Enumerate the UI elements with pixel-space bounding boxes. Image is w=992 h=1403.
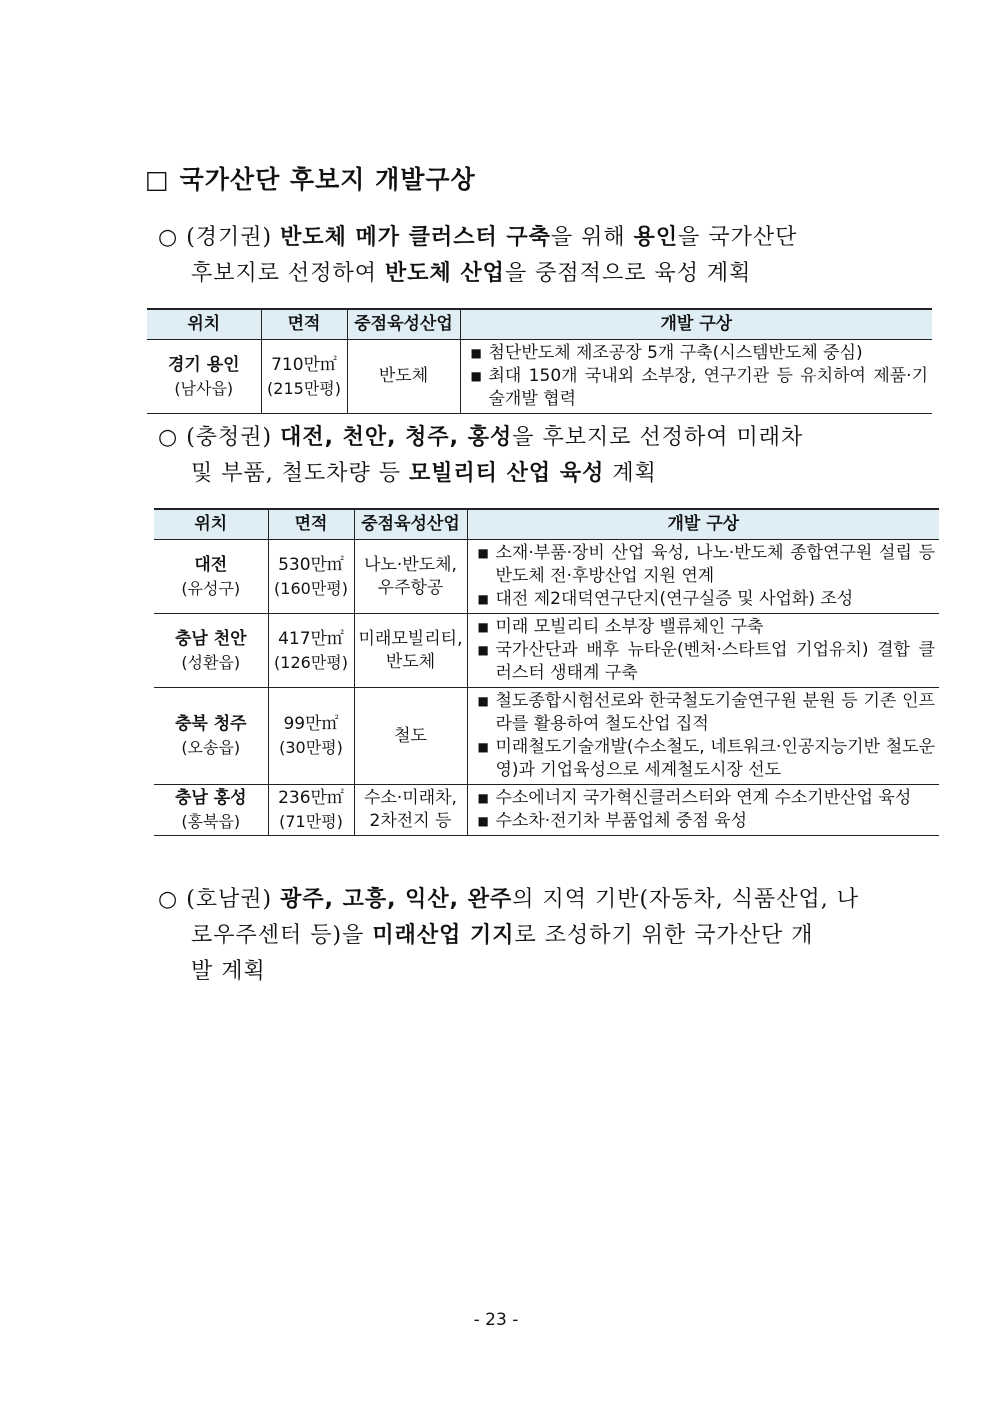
body-text: 발 계획: [191, 959, 266, 984]
emphasis-text: 광주, 고흥, 익산, 완주: [280, 887, 513, 912]
plan-text: 국가산단과 배후 뉴타운(벤처·스타트업 기업유치) 결합 클러스터 생태계 구축: [495, 640, 935, 683]
area-sqm: 99만㎡: [283, 714, 339, 734]
industry-text: 나노·반도체,: [364, 554, 457, 575]
emphasis-text: 모빌리티 산업 육성: [408, 461, 605, 486]
section-heading: [145, 160, 476, 196]
location-name: 대전: [194, 554, 228, 575]
area-cell: [268, 688, 354, 785]
region-label: (호남권): [186, 887, 273, 912]
square-bullet-icon: ■: [477, 546, 489, 560]
location-name: 충북 청주: [174, 714, 247, 734]
plan-text: 미래철도기술개발(수소철도, 네트워크·인공지능기반 철도운영)과 기업육성으로 세계철도시장 선도: [495, 737, 935, 780]
area-pyeong: (126만평): [274, 652, 348, 672]
area-sqm: 530만㎡: [278, 554, 344, 575]
paragraph-line: [158, 456, 858, 492]
location-district: (남사읍): [174, 378, 234, 398]
plan-cell: [467, 785, 939, 836]
plan-text: 첨단반도체 제조공장 5개 구축(시스템반도체 중심): [488, 343, 863, 363]
square-bullet-icon: ■: [477, 620, 489, 634]
industry-cell: [354, 785, 467, 836]
body-text: 을 후보지로 선정하여 미래차: [512, 425, 804, 450]
plan-item: [478, 616, 936, 639]
plan-cell: [467, 614, 939, 688]
location-cell: [147, 340, 261, 414]
plan-item: [478, 787, 936, 810]
plan-text: 수소에너지 국가혁신클러스터와 연계 수소기반산업 육성: [495, 788, 912, 808]
location-cell: [154, 785, 268, 836]
location-district: (유성구): [181, 578, 241, 598]
plan-item: [478, 542, 936, 588]
industry-cell: [354, 614, 467, 688]
paragraph-honam: [158, 882, 858, 990]
header-industry: 중점육성산업: [354, 509, 467, 540]
body-text: 을 국가산단: [678, 225, 798, 250]
header-location: 위치: [147, 309, 261, 340]
plan-text: 미래 모빌리티 소부장 밸류체인 구축: [495, 617, 764, 637]
location-district: (오송읍): [181, 738, 241, 757]
plan-item: [471, 342, 929, 365]
emphasis-text: 미래산업 기지: [372, 923, 515, 948]
plan-item: [478, 639, 936, 685]
plan-text: 철도종합시험선로와 한국철도기술연구원 분원 등 기존 인프라를 활용하여 철도산업 집적: [495, 691, 935, 734]
area-cell: [268, 785, 354, 836]
industry-text: 반도체: [385, 651, 436, 672]
header-plan: 개발 구상: [460, 309, 932, 340]
plan-item: [471, 365, 929, 411]
table-gyeonggi: [147, 308, 932, 414]
emphasis-text: 용인: [633, 225, 679, 250]
area-pyeong: (71만평): [279, 812, 343, 831]
header-area: 면적: [268, 509, 354, 540]
area-sqm: 236만㎡: [278, 788, 344, 808]
plan-item: [478, 690, 936, 736]
square-bullet-icon: ■: [477, 791, 489, 805]
plan-text: 수소차·전기차 부품업체 중점 육성: [495, 811, 748, 831]
plan-item: [478, 588, 936, 611]
area-sqm: 710만㎡: [271, 354, 337, 375]
plan-text: 최대 150개 국내외 소부장, 연구기관 등 유치하여 제품·기술개발 협력: [488, 366, 928, 409]
area-pyeong: (160만평): [274, 578, 348, 598]
location-district: (홍북읍): [181, 812, 241, 831]
table-row: [154, 614, 939, 688]
header-plan: 개발 구상: [467, 509, 939, 540]
plan-cell: [467, 540, 939, 614]
location-cell: [154, 688, 268, 785]
square-bullet-icon: ■: [477, 814, 489, 828]
industry-text: 수소·미래차,: [364, 788, 457, 808]
location-cell: [154, 614, 268, 688]
industry-cell: [347, 340, 460, 414]
circle-bullet-icon: ○: [158, 225, 179, 250]
circle-bullet-icon: ○: [158, 887, 179, 912]
industry-cell: [354, 540, 467, 614]
table-row: [147, 340, 932, 414]
area-pyeong: (30만평): [279, 738, 343, 757]
plan-text: 대전 제2대덕연구단지(연구실증 및 사업화) 조성: [495, 589, 854, 609]
location-name: 충남 천안: [174, 628, 247, 649]
square-bullet-icon: ■: [477, 643, 489, 657]
plan-cell: [460, 340, 932, 414]
location-district: (성환읍): [181, 652, 241, 672]
table-row: [154, 688, 939, 785]
region-label: (충청권): [186, 425, 273, 450]
body-text: 후보지로 선정하여: [191, 261, 386, 286]
plan-item: [478, 736, 936, 782]
industry-text: 반도체: [378, 366, 429, 386]
body-text: 을 중점적으로 육성 계획: [504, 261, 752, 286]
circle-bullet-icon: ○: [158, 425, 179, 450]
location-name: 충남 홍성: [174, 788, 247, 808]
industry-cell: [354, 688, 467, 785]
body-text: 을 위해: [550, 225, 634, 250]
table-header-row: [147, 309, 932, 340]
paragraph-line: [158, 918, 858, 954]
paragraph-line: [158, 420, 858, 456]
area-cell: [268, 540, 354, 614]
industry-text: 철도: [394, 725, 427, 746]
emphasis-text: 대전, 천안, 청주, 홍성: [280, 425, 513, 450]
table-header-row: [154, 509, 939, 540]
area-cell: [268, 614, 354, 688]
emphasis-text: 반도체 메가 클러스터 구축: [280, 225, 551, 250]
emphasis-text: 반도체 산업: [385, 261, 505, 286]
heading-text: 국가산단 후보지 개발구상: [179, 165, 476, 194]
location-cell: [154, 540, 268, 614]
paragraph-line: [158, 882, 858, 918]
header-industry: 중점육성산업: [347, 309, 460, 340]
paragraph-line: [158, 954, 858, 990]
body-text: 로우주센터 등)을: [191, 923, 373, 948]
plan-text: 소재·부품·장비 산업 육성, 나노·반도체 종합연구원 설립 등 반도체 전·후방산업 지원 연계: [495, 543, 935, 586]
body-text: 및 부품, 철도차량 등: [191, 461, 409, 486]
header-location: 위치: [154, 509, 268, 540]
square-bullet-icon: ■: [477, 694, 489, 708]
region-label: (경기권): [186, 225, 273, 250]
table-row: [154, 785, 939, 836]
paragraph-gyeonggi: [158, 220, 858, 292]
area-pyeong: (215만평): [267, 378, 341, 398]
checkbox-square-icon: □: [145, 165, 170, 194]
industry-text: 미래모빌리티,: [358, 628, 463, 649]
area-sqm: 417만㎡: [278, 628, 344, 649]
industry-text: 우주항공: [377, 577, 444, 598]
table-chungcheong: [154, 508, 939, 836]
industry-text: 2차전지 등: [369, 811, 452, 831]
square-bullet-icon: ■: [470, 369, 482, 383]
plan-cell: [467, 688, 939, 785]
location-name: 경기 용인: [167, 354, 240, 375]
area-cell: [261, 340, 347, 414]
plan-item: [478, 810, 936, 833]
paragraph-line: [158, 220, 858, 256]
paragraph-line: [158, 256, 858, 292]
square-bullet-icon: ■: [477, 740, 489, 754]
body-text: 계획: [604, 461, 657, 486]
square-bullet-icon: ■: [477, 592, 489, 606]
square-bullet-icon: ■: [470, 346, 482, 360]
header-area: 면적: [261, 309, 347, 340]
paragraph-chungcheong: [158, 420, 858, 492]
body-text: 의 지역 기반(자동차, 식품산업, 나: [512, 887, 860, 912]
table-row: [154, 540, 939, 614]
body-text: 로 조성하기 위한 국가산단 개: [514, 923, 814, 948]
page-number: - 23 -: [473, 1310, 519, 1330]
